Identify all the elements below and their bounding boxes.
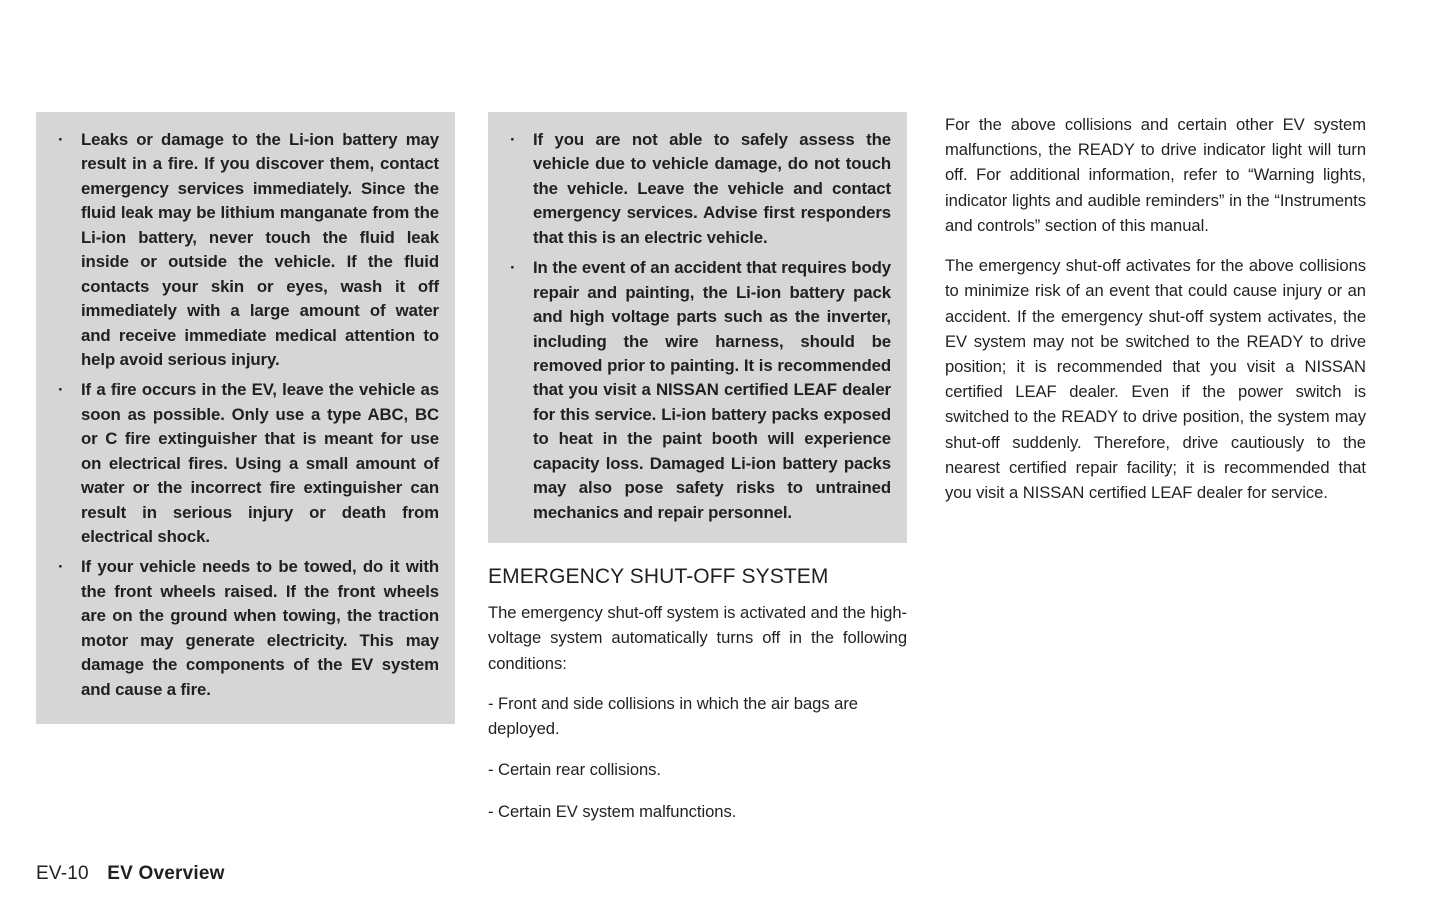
bullet-marker-icon: · [58, 557, 64, 577]
intro-paragraph: The emergency shut-off system is activated and the high-voltage system automatically turns off in the following conditions: [488, 603, 907, 673]
list-item [52, 128, 439, 372]
section-heading-emergency-shutoff: EMERGENCY SHUT-OFF SYSTEM [488, 565, 829, 588]
body-paragraph: The emergency shut-off activates for the above collisions to minimize risk of an event that could cause injury or an accident. If the emergency shut-off system activates, the EV system may not be switched to the READY to drive position; it is recommended that you visit a NISSAN certified LEAF dealer. Even if the power switch is switched to the READY to drive position, the system may shut-off suddenly. Therefore, drive cautiously to the nearest certified repair facility; it is recommended that you visit a NISSAN certified LEAF dealer for service. [945, 256, 1366, 503]
bullet-text: If you are not able to safely assess the vehicle due to vehicle damage, do not touch the vehicle. Leave the vehicle and contact emergency services. Advise first responders that this is an electric vehicle. [533, 130, 891, 247]
bullet-marker-icon: · [58, 130, 64, 149]
bullet-text: If a fire occurs in the EV, leave the vehicle as soon as possible. Only use a type ABC, BC or C fire extinguisher that is meant for use on electrical fires. Using a small amount of water or the incorrect fire extinguisher can result in serious injury or death from electrical shock. [81, 380, 439, 546]
warning-bullet-list-middle [504, 128, 891, 525]
page-number: EV-10 [36, 863, 89, 884]
bullet-text: Leaks or damage to the Li-ion battery may result in a fire. If you discover them, contact emergency services immediately. Since the fluid leak may be lithium manganate from the Li-ion battery, never touch the fluid leak inside or outside the vehicle. If the fluid contacts your skin or eyes, wash it off immediately with a large amount of water and receive immediate medical attention to help avoid serious injury. [81, 130, 439, 369]
list-item [504, 128, 891, 250]
warning-block-middle [488, 112, 907, 543]
bullet-marker-icon: · [58, 380, 64, 400]
list-item [52, 378, 439, 549]
condition-item: - Front and side collisions in which the air bags are deployed. [488, 693, 858, 739]
list-item [504, 256, 891, 525]
column-right [945, 112, 1366, 505]
condition-item: - Certain rear collisions. [488, 760, 661, 780]
list-item [52, 555, 439, 702]
column-left [36, 112, 455, 724]
bullet-text: If your vehicle needs to be towed, do it with the front wheels raised. If the front wheels are on the ground when towing, the traction motor may generate electricity. This may damage the components of the EV system and cause a fire. [81, 557, 439, 699]
condition-item: - Certain EV system malfunctions. [488, 801, 737, 821]
body-paragraph: For the above collisions and certain other EV system malfunctions, the READY to drive indicator light will turn off. For additional information, refer to “Warning lights, indicator lights and audible reminders” in the “Instruments and controls” section of this manual. [945, 115, 1366, 235]
page-footer [36, 863, 225, 885]
bullet-text: In the event of an accident that requires body repair and painting, the Li-ion battery pack and high voltage parts such as the inverter, including the wire harness, should be removed prior to painting. It is recommended that you visit a NISSAN certified LEAF dealer for this service. Li-ion battery packs exposed to heat in the paint booth will experience capacity loss. Damaged Li-ion battery packs may also pose safety risks to untrained mechanics and repair personnel. [533, 258, 891, 522]
bullet-marker-icon: · [510, 130, 516, 149]
warning-bullet-list-left [52, 128, 439, 702]
chapter-title: EV Overview [107, 863, 225, 884]
warning-block-left [36, 112, 455, 724]
column-middle [488, 112, 907, 824]
bullet-marker-icon: · [510, 258, 516, 278]
